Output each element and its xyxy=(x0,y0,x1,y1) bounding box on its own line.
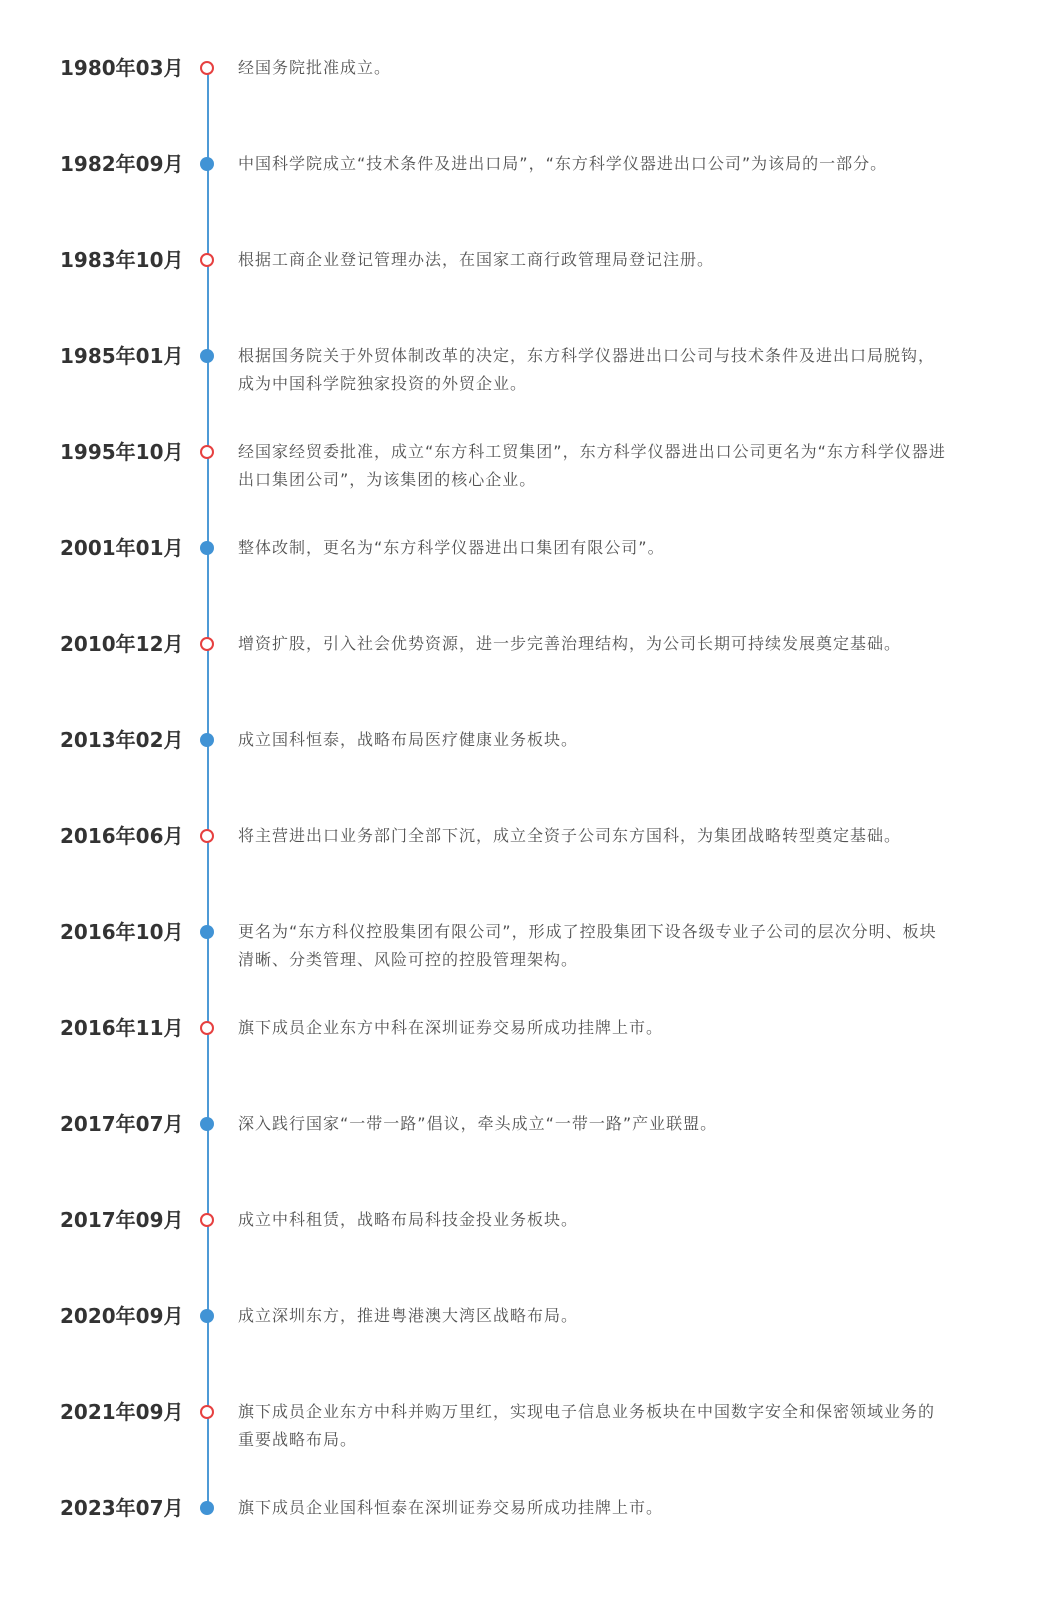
timeline-event-text: 成立中科租赁，战略布局科技金投业务板块。 xyxy=(238,1210,579,1229)
timeline-event-text: 成立深圳东方，推进粤港澳大湾区战略布局。 xyxy=(238,1306,579,1325)
timeline-item xyxy=(0,58,1064,154)
timeline-date: 2001年01月 xyxy=(60,536,184,560)
timeline-date: 2016年11月 xyxy=(60,1016,184,1040)
timeline-dot-icon xyxy=(200,1405,214,1419)
timeline-date: 1982年09月 xyxy=(60,152,184,176)
timeline-dot-icon xyxy=(200,445,214,459)
timeline-item xyxy=(0,1114,1064,1210)
timeline-event-text: 整体改制，更名为“东方科学仪器进出口集团有限公司”。 xyxy=(238,538,665,557)
timeline-item xyxy=(0,1210,1064,1306)
timeline-dot-icon xyxy=(200,61,214,75)
timeline-event-text: 根据国务院关于外贸体制改革的决定，东方科学仪器进出口公司与技术条件及进出口局脱钩，成为中国科学院独家投资的外贸企业。 xyxy=(238,346,936,393)
timeline-date: 2023年07月 xyxy=(60,1496,184,1520)
timeline-event-text: 中国科学院成立“技术条件及进出口局”，“东方科学仪器进出口公司”为该局的一部分。 xyxy=(238,154,888,173)
timeline-event-text: 经国务院批准成立。 xyxy=(238,58,392,77)
timeline-dot-icon xyxy=(200,349,214,363)
timeline-dot-icon xyxy=(200,1501,214,1515)
timeline-dot-icon xyxy=(200,1309,214,1323)
timeline-dot-icon xyxy=(200,1117,214,1131)
timeline-item xyxy=(0,538,1064,634)
timeline-date: 2016年10月 xyxy=(60,920,184,944)
timeline-date: 2017年09月 xyxy=(60,1208,184,1232)
timeline-event-text: 深入践行国家“一带一路”倡议，牵头成立“一带一路”产业联盟。 xyxy=(238,1114,718,1133)
timeline-date: 2021年09月 xyxy=(60,1400,184,1424)
timeline-dot-icon xyxy=(200,1021,214,1035)
timeline-item xyxy=(0,1402,1064,1498)
timeline-event-text: 旗下成员企业国科恒泰在深圳证券交易所成功挂牌上市。 xyxy=(238,1498,664,1517)
timeline-dot-icon xyxy=(200,637,214,651)
timeline-date: 2013年02月 xyxy=(60,728,184,752)
timeline-item xyxy=(0,1306,1064,1402)
timeline-event-text: 旗下成员企业东方中科在深圳证券交易所成功挂牌上市。 xyxy=(238,1018,664,1037)
timeline-item xyxy=(0,730,1064,826)
timeline-dot-icon xyxy=(200,253,214,267)
timeline-date: 2016年06月 xyxy=(60,824,184,848)
timeline-event-text: 增资扩股，引入社会优势资源，进一步完善治理结构，为公司长期可持续发展奠定基础。 xyxy=(238,634,902,653)
timeline-dot-icon xyxy=(200,1213,214,1227)
timeline-date: 1980年03月 xyxy=(60,56,184,80)
timeline-date: 2017年07月 xyxy=(60,1112,184,1136)
timeline-date: 2010年12月 xyxy=(60,632,184,656)
timeline-item xyxy=(0,154,1064,250)
timeline-date: 1985年01月 xyxy=(60,344,184,368)
timeline-date: 1983年10月 xyxy=(60,248,184,272)
timeline-date: 2020年09月 xyxy=(60,1304,184,1328)
timeline-dot-icon xyxy=(200,925,214,939)
timeline-item xyxy=(0,1498,1064,1594)
timeline-item xyxy=(0,826,1064,922)
timeline-item xyxy=(0,922,1064,1018)
timeline-dot-icon xyxy=(200,541,214,555)
timeline-event-text: 经国家经贸委批准，成立“东方科工贸集团”，东方科学仪器进出口公司更名为“东方科学仪器进出口集团公司”，为该集团的核心企业。 xyxy=(238,442,946,489)
timeline-item xyxy=(0,1018,1064,1114)
timeline-item xyxy=(0,250,1064,346)
timeline-event-text: 旗下成员企业东方中科并购万里红，实现电子信息业务板块在中国数字安全和保密领域业务的重要战略布局。 xyxy=(238,1402,936,1449)
timeline-item xyxy=(0,634,1064,730)
timeline-event-text: 成立国科恒泰，战略布局医疗健康业务板块。 xyxy=(238,730,579,749)
timeline-item xyxy=(0,442,1064,538)
timeline-dot-icon xyxy=(200,733,214,747)
timeline-dot-icon xyxy=(200,157,214,171)
timeline-dot-icon xyxy=(200,829,214,843)
timeline-event-text: 将主营进出口业务部门全部下沉，成立全资子公司东方国科，为集团战略转型奠定基础。 xyxy=(238,826,902,845)
timeline-event-text: 更名为“东方科仪控股集团有限公司”，形成了控股集团下设各级专业子公司的层次分明、板块清晰、分类管理、风险可控的控股管理架构。 xyxy=(238,922,937,969)
timeline-event-text: 根据工商企业登记管理办法，在国家工商行政管理局登记注册。 xyxy=(238,250,715,269)
timeline-item xyxy=(0,346,1064,442)
timeline-date: 1995年10月 xyxy=(60,440,184,464)
